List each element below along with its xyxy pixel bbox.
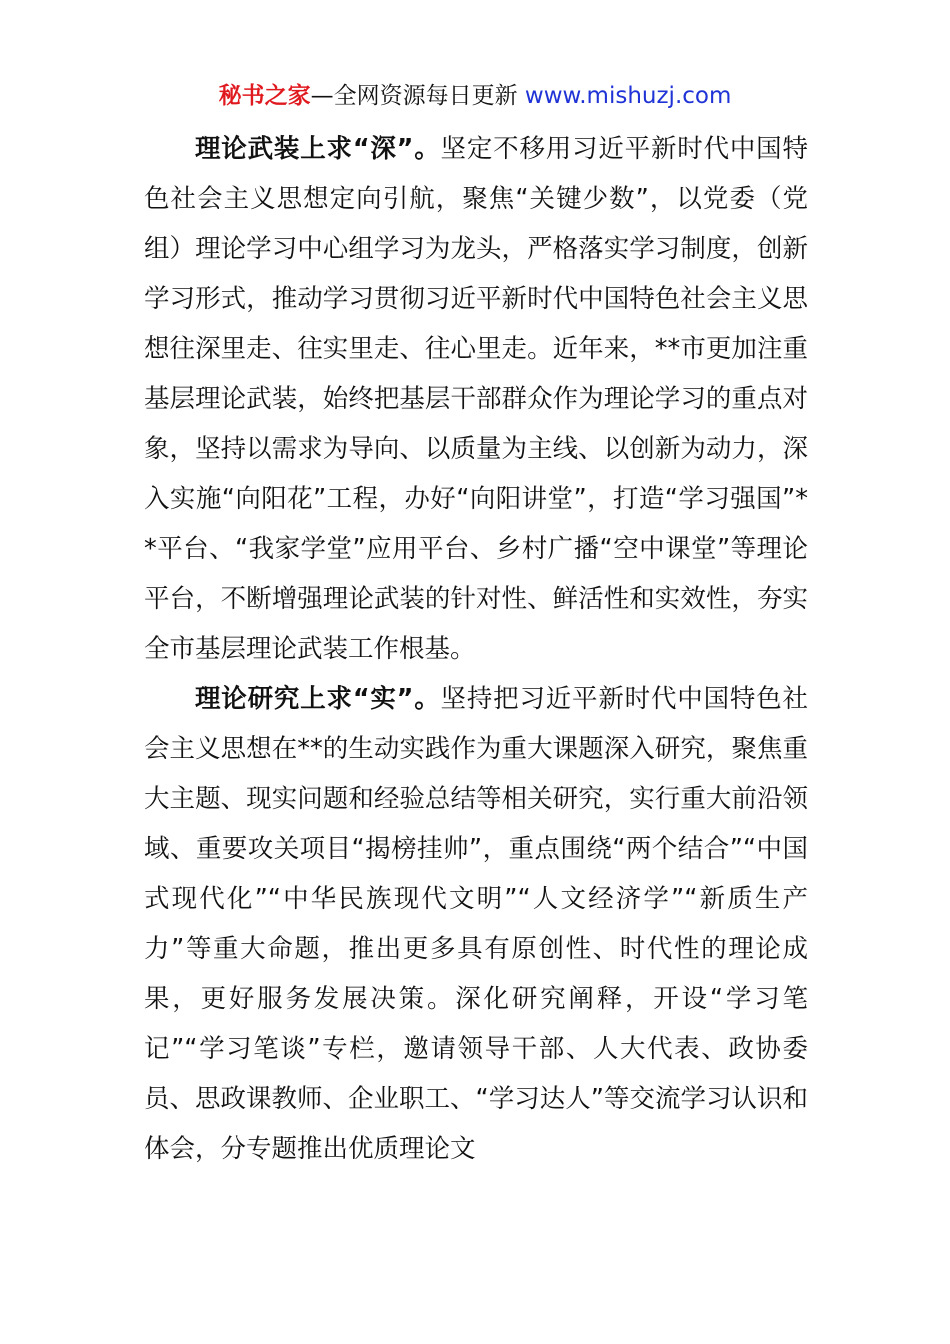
document-body xyxy=(144,124,808,1174)
paragraph-theory-research xyxy=(144,674,808,1174)
header-brand: 秘书之家 xyxy=(218,83,311,109)
paragraph-theory-arming xyxy=(144,124,808,674)
header-url-link[interactable]: www.mishuzj.com xyxy=(524,83,732,109)
page-header xyxy=(0,80,950,112)
paragraph-lead: 理论研究上求“实”。 xyxy=(195,684,441,714)
header-slogan: —全网资源每日更新 xyxy=(310,83,525,109)
paragraph-text: 坚持把习近平新时代中国特色社会主义思想在**的生动实践作为重大课题深入研究，聚焦重大主题、现实问题和经验总结等相关研究，实行重大前沿领域、重要攻关项目“揭榜挂帅”，重点围绕“两个结合”“中国式现代化”“中华民族现代文明”“人文经济学”“新质生产力”等重大命题，推出更多具有原创性、时代性的理论成果，更好服务发展决策。深化研究阐释，开设“学习笔记”“学习笔谈”专栏，邀请领导干部、人大代表、政协委员、思政课教师、企业职工、“学习达人”等交流学习认识和体会，分专题推出优质理论文 xyxy=(144,684,808,1164)
paragraph-lead: 理论武装上求“深”。 xyxy=(195,134,441,164)
paragraph-text: 坚定不移用习近平新时代中国特色社会主义思想定向引航，聚焦“关键少数”，以党委（党组）理论学习中心组学习为龙头，严格落实学习制度，创新学习形式，推动学习贯彻习近平新时代中国特色社会主义思想往深里走、往实里走、往心里走。近年来，**市更加注重基层理论武装，始终把基层干部群众作为理论学习的重点对象，坚持以需求为导向、以质量为主线、以创新为动力，深入实施“向阳花”工程，办好“向阳讲堂”，打造“学习强国”**平台、“我家学堂”应用平台、乡村广播“空中课堂”等理论平台，不断增强理论武装的针对性、鲜活性和实效性，夯实全市基层理论武装工作根基。 xyxy=(144,134,808,664)
